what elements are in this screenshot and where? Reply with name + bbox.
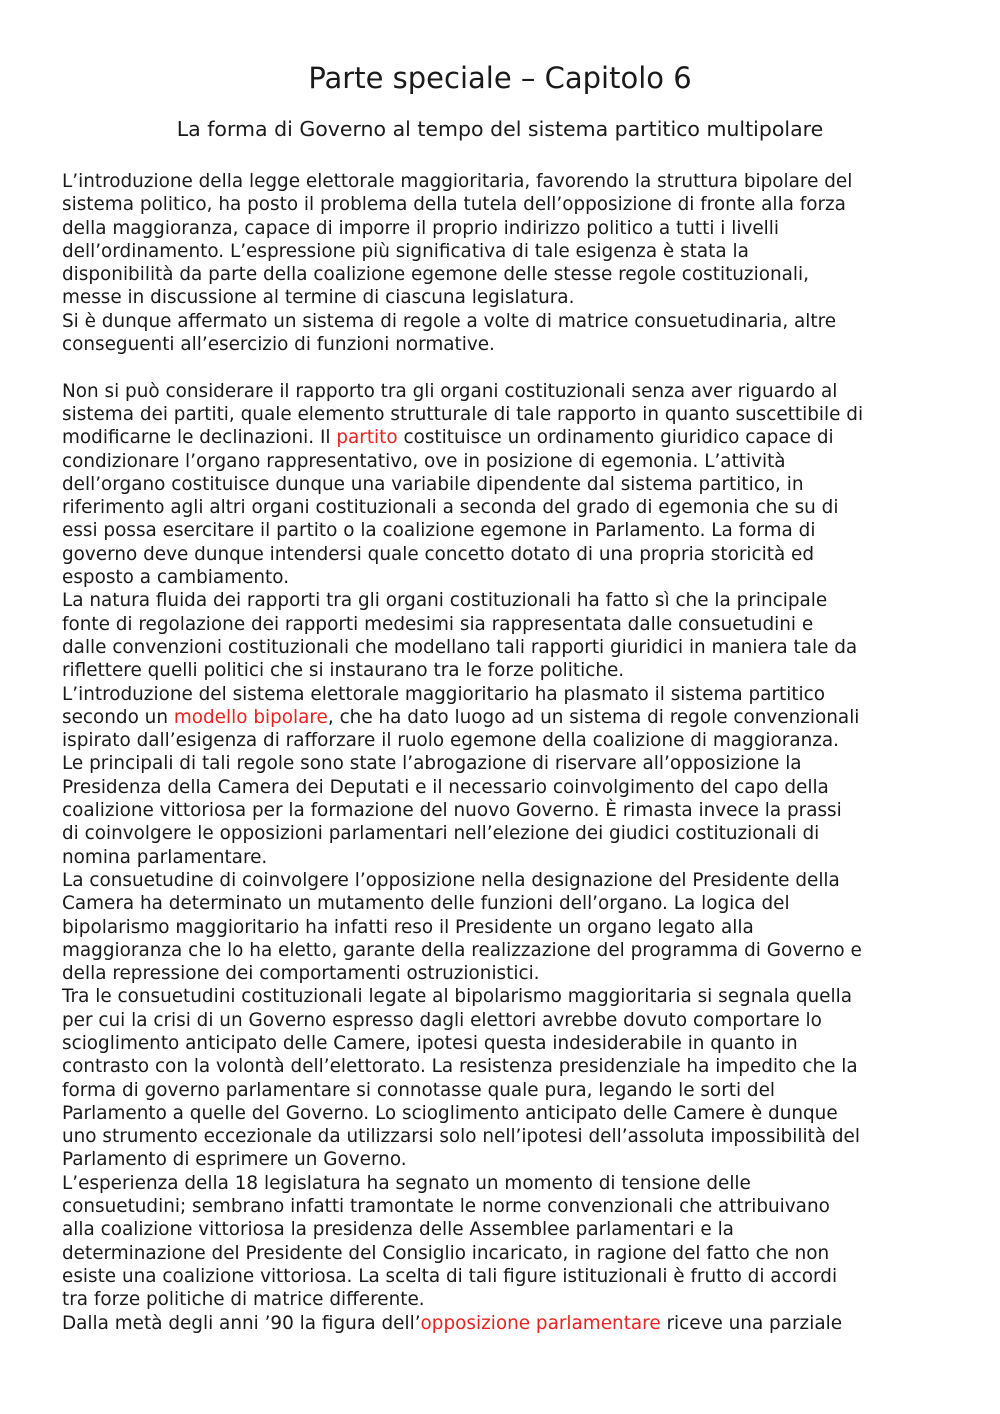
text-line: esiste una coalizione vittoriosa. La scelta di tali figure istituzionali è frutto di accordi	[62, 1265, 838, 1287]
text-line: riferimento agli altri organi costituzionali a seconda del grado di egemonia che su di	[62, 497, 839, 519]
text-line: fonte di regolazione dei rapporti medesimi sia rappresentata dalle consuetudini e	[62, 613, 814, 635]
text-line: tra forze politiche di matrice differente.	[62, 1289, 425, 1311]
text-line: Camera ha determinato un mutamento delle funzioni dell’organo. La logica del	[62, 893, 790, 915]
text-line: di coinvolgere le opposizioni parlamentari nell’elezione dei giudici costituzionali di	[62, 823, 820, 845]
text-line: maggioranza che lo ha eletto, garante della realizzazione del programma di Governo e	[62, 939, 862, 961]
text-line	[62, 1312, 952, 1335]
text-line: sistema politico, ha posto il problema della tutela dell’opposizione di fronte alla forza	[62, 194, 846, 216]
text-line: determinazione del Presidente del Consiglio incaricato, in ragione del fatto che non	[62, 1242, 830, 1264]
text-line: consuetudini; sembrano infatti tramontate le norme convenzionali che attribuivano	[62, 1196, 830, 1218]
text-fragment: costituisce un ordinamento giuridico capace di	[397, 427, 834, 449]
text-line: disponibilità da parte della coalizione egemone delle stesse regole costituzionali,	[62, 264, 809, 286]
text-line: conseguenti all’esercizio di funzioni normative.	[62, 334, 495, 356]
text-fragment: modificarne le declinazioni. Il	[62, 427, 337, 449]
text-line: esposto a cambiamento.	[62, 567, 290, 589]
text-line: La natura fluida dei rapporti tra gli organi costituzionali ha fatto sì che la principale	[62, 590, 828, 612]
text-line: uno strumento eccezionale da utilizzarsi solo nell’ipotesi dell’assoluta impossibilità del	[62, 1126, 860, 1148]
text-line: Presidenza della Camera dei Deputati e il necessario coinvolgimento del capo della	[62, 776, 829, 798]
text-line: ispirato dall’esigenza di rafforzare il ruolo egemone della coalizione di maggioranza.	[62, 730, 840, 752]
text-line: Parlamento di esprimere un Governo.	[62, 1149, 407, 1171]
text-fragment: , che ha dato luogo ad un sistema di regole convenzionali	[327, 706, 860, 728]
text-line: coalizione vittoriosa per la formazione del nuovo Governo. È rimasta invece la prassi	[62, 800, 842, 822]
text-line: L’introduzione del sistema elettorale maggioritario ha plasmato il sistema partitico	[62, 683, 826, 705]
text-line: bipolarismo maggioritario ha infatti reso il Presidente un organo legato alla	[62, 916, 754, 938]
text-line	[62, 706, 952, 729]
text-fragment: secondo un	[62, 706, 174, 728]
text-line: della maggioranza, capace di imporre il proprio indirizzo politico a tutti i livelli	[62, 217, 779, 239]
highlight-modello-bipolare: modello bipolare	[173, 706, 328, 728]
text-line: forma di governo parlamentare si connotasse quale pura, legando le sorti del	[62, 1079, 776, 1101]
paragraph-gap	[62, 356, 952, 379]
text-line: per cui la crisi di un Governo espresso dagli elettori avrebbe dovuto comportare lo	[62, 1009, 822, 1031]
page-subtitle: La forma di Governo al tempo del sistema partitico multipolare	[176, 117, 824, 141]
text-line: Si è dunque affermato un sistema di regole a volte di matrice consuetudinaria, altre	[62, 310, 837, 332]
text-line: condizionare l’organo rappresentativo, ove in posizione di egemonia. L’attività	[62, 450, 786, 472]
text-line: L’introduzione della legge elettorale maggioritaria, favorendo la struttura bipolare del	[62, 171, 853, 192]
text-line: dell’organo costituisce dunque una variabile dipendente dal sistema partitico, in	[62, 473, 804, 495]
text-line: Tra le consuetudini costituzionali legate al bipolarismo maggioritaria si segnala quella	[62, 986, 852, 1008]
text-line: Parlamento a quelle del Governo. Lo scioglimento anticipato delle Camere è dunque	[62, 1102, 838, 1124]
text-line: Le principali di tali regole sono state l’abrogazione di riservare all’opposizione la	[62, 753, 802, 775]
text-fragment: riceve una parziale	[660, 1312, 843, 1334]
text-line: Non si può considerare il rapporto tra gli organi costituzionali senza aver riguardo al	[62, 380, 838, 402]
text-line: L’esperienza della 18 legislatura ha segnato un momento di tensione delle	[62, 1172, 751, 1194]
text-line: alla coalizione vittoriosa la presidenza delle Assemblee parlamentari e la	[62, 1219, 734, 1241]
body-text	[62, 170, 952, 1335]
highlight-opposizione-parlamentare: opposizione parlamentare	[420, 1312, 661, 1334]
text-line: dalle convenzioni costituzionali che modellano tali rapporti giuridici in maniera tale da	[62, 636, 858, 658]
text-line: della repressione dei comportamenti ostruzionistici.	[62, 963, 540, 985]
text-line: La consuetudine di coinvolgere l’opposizione nella designazione del Presidente della	[62, 869, 840, 891]
text-line: messe in discussione al termine di ciascuna legislatura.	[62, 287, 575, 309]
text-line: governo deve dunque intendersi quale concetto dotato di una propria storicità ed	[62, 543, 815, 565]
text-line: sistema dei partiti, quale elemento strutturale di tale rapporto in quanto suscettibile di	[62, 403, 864, 425]
text-line: riflettere quelli politici che si instaurano tra le forze politiche.	[62, 660, 625, 682]
page-title: Parte speciale – Capitolo 6	[308, 61, 692, 95]
text-line: dell’ordinamento. L’espressione più significativa di tale esigenza è stata la	[62, 240, 749, 262]
text-line: essi possa esercitare il partito o la coalizione egemone in Parlamento. La forma di	[62, 520, 816, 542]
text-line	[62, 426, 952, 449]
text-line: contrasto con la volontà dell’elettorato. La resistenza presidenziale ha impedito che la	[62, 1056, 858, 1078]
text-line: scioglimento anticipato delle Camere, ipotesi questa indesiderabile in quanto in	[62, 1032, 798, 1054]
highlight-partito: partito	[336, 427, 398, 449]
text-line: nomina parlamentare.	[62, 846, 268, 868]
text-fragment: Dalla metà degli anni ’90 la figura dell’	[62, 1312, 421, 1334]
